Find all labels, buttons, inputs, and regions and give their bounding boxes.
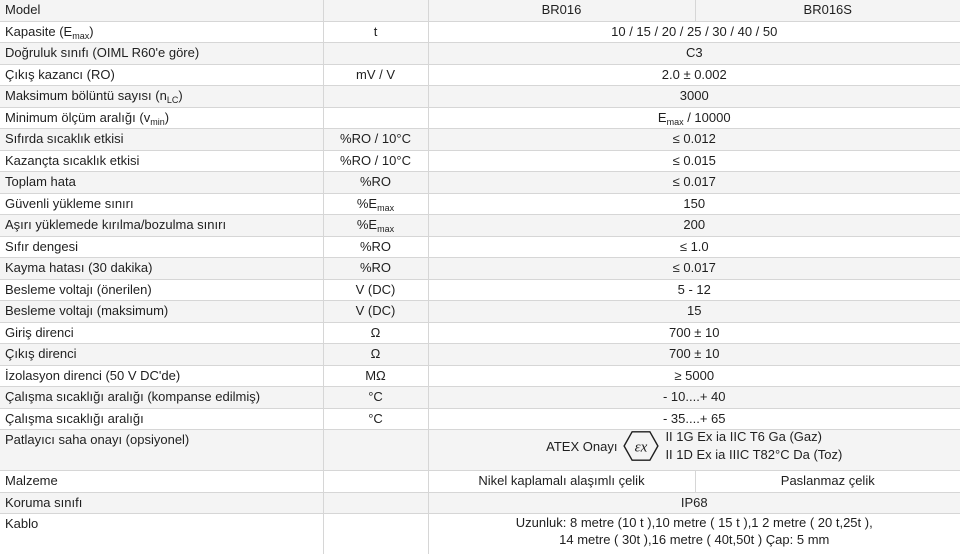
- row-label: Toplam hata: [0, 172, 323, 194]
- row-label: Kazançta sıcaklık etkisi: [0, 150, 323, 172]
- atex-label: ATEX Onayı: [546, 437, 617, 456]
- row-label: İzolasyon direnci (50 V DC'de): [0, 365, 323, 387]
- row-unit: MΩ: [323, 365, 428, 387]
- row-label: Besleme voltajı (maksimum): [0, 301, 323, 323]
- row-asiri: [0, 215, 960, 237]
- row-sifir-dengesi: [0, 236, 960, 258]
- svg-text:εx: εx: [635, 439, 648, 455]
- row-unit: °C: [323, 408, 428, 430]
- atex-lines: [665, 430, 842, 465]
- row-value: IP68: [428, 492, 960, 514]
- row-giris-direnci: [0, 322, 960, 344]
- row-unit: mV / V: [323, 64, 428, 86]
- row-unit: [323, 107, 428, 129]
- row-label: Aşırı yüklemede kırılma/bozulma sınırı: [0, 215, 323, 237]
- row-label: Güvenli yükleme sınırı: [0, 193, 323, 215]
- row-label: Sıfır dengesi: [0, 236, 323, 258]
- row-unit: [323, 86, 428, 108]
- row-label: Besleme voltajı (önerilen): [0, 279, 323, 301]
- row-value: 15: [428, 301, 960, 323]
- row-value: [428, 430, 960, 471]
- row-guvenli: [0, 193, 960, 215]
- row-unit: V (DC): [323, 279, 428, 301]
- row-label: Koruma sınıfı: [0, 492, 323, 514]
- row-value: 200: [428, 215, 960, 237]
- row-value: - 10....+ 40: [428, 387, 960, 409]
- row-value: ≤ 0.015: [428, 150, 960, 172]
- row-label: Sıfırda sıcaklık etkisi: [0, 129, 323, 151]
- row-label: Çıkış kazancı (RO): [0, 64, 323, 86]
- row-min-olcum: [0, 107, 960, 129]
- row-unit: $\%E_{max}$: [323, 215, 428, 237]
- row-value: 700 ± 10: [428, 322, 960, 344]
- row-value: C3: [428, 43, 960, 65]
- row-unit: $\%E_{max}$: [323, 193, 428, 215]
- row-unit: [323, 471, 428, 493]
- row-value: - 35....+ 65: [428, 408, 960, 430]
- row-label: Kablo: [0, 514, 323, 554]
- header-model: Model: [0, 0, 323, 21]
- row-unit: %RO / 10°C: [323, 150, 428, 172]
- row-unit: °C: [323, 387, 428, 409]
- atex-dust-line: II 1D Ex ia IIIC T82°C Da (Toz): [665, 447, 842, 462]
- row-unit: %RO: [323, 236, 428, 258]
- row-sifirda: [0, 129, 960, 151]
- row-patlayici: [0, 430, 960, 471]
- row-unit: [323, 43, 428, 65]
- row-izolasyon: [0, 365, 960, 387]
- row-besleme-oneri: [0, 279, 960, 301]
- header-row: [0, 0, 960, 21]
- row-value: ≤ 0.017: [428, 258, 960, 280]
- row-value: $E_{max} / 10000$: [428, 107, 960, 129]
- atex-approval: [546, 430, 842, 465]
- row-value: ≤ 1.0: [428, 236, 960, 258]
- row-label: Giriş direnci: [0, 322, 323, 344]
- row-value-br016s: Paslanmaz çelik: [695, 471, 960, 493]
- row-label: Çıkış direnci: [0, 344, 323, 366]
- row-value: 3000: [428, 86, 960, 108]
- atex-gas-line: II 1G Ex ia IIC T6 Ga (Gaz): [665, 430, 822, 445]
- row-kayma: [0, 258, 960, 280]
- row-unit: %RO: [323, 258, 428, 280]
- row-malzeme: [0, 471, 960, 493]
- row-unit: %RO / 10°C: [323, 129, 428, 151]
- row-label: Maksimum bölüntü sayısı $(n_{LC})$: [0, 86, 323, 108]
- row-value: 2.0 ± 0.002: [428, 64, 960, 86]
- header-br016s: BR016S: [695, 0, 960, 21]
- row-unit: t: [323, 21, 428, 43]
- row-kazancta: [0, 150, 960, 172]
- header-unit: [323, 0, 428, 21]
- row-value: ≥ 5000: [428, 365, 960, 387]
- row-label: Malzeme: [0, 471, 323, 493]
- row-value: ≤ 0.017: [428, 172, 960, 194]
- row-unit: [323, 492, 428, 514]
- row-label: Minimum ölçüm aralığı $(v_{min})$: [0, 107, 323, 129]
- row-dogruluk: [0, 43, 960, 65]
- row-unit: %RO: [323, 172, 428, 194]
- row-kapasite: [0, 21, 960, 43]
- row-label: Çalışma sıcaklığı aralığı: [0, 408, 323, 430]
- row-value: 5 - 12: [428, 279, 960, 301]
- row-label: Kapasite $(E_{max})$: [0, 21, 323, 43]
- row-koruma: [0, 492, 960, 514]
- row-value: 700 ± 10: [428, 344, 960, 366]
- row-maks-bolunti: [0, 86, 960, 108]
- row-unit: [323, 514, 428, 554]
- row-cikis-kazanci: [0, 64, 960, 86]
- row-label: Kayma hatası (30 dakika): [0, 258, 323, 280]
- header-br016: BR016: [428, 0, 695, 21]
- row-cikis-direnci: [0, 344, 960, 366]
- row-calisma-komp: [0, 387, 960, 409]
- row-calisma: [0, 408, 960, 430]
- row-value: ≤ 0.012: [428, 129, 960, 151]
- row-unit: V (DC): [323, 301, 428, 323]
- ex-hexagon-icon: [623, 430, 659, 462]
- row-unit: Ω: [323, 344, 428, 366]
- cable-line-1: Uzunluk: 8 metre (10 t ),10 metre ( 15 t ),1 2 metre ( 20 t,25t ),: [516, 515, 873, 530]
- row-toplam-hata: [0, 172, 960, 194]
- row-value: [428, 514, 960, 554]
- row-unit: [323, 430, 428, 471]
- cable-line-2: 14 metre ( 30t ),16 metre ( 40t,50t ) Çap: 5 mm: [559, 532, 829, 547]
- row-label: Çalışma sıcaklığı aralığı (kompanse edilmiş): [0, 387, 323, 409]
- row-kablo: [0, 514, 960, 554]
- row-value: 150: [428, 193, 960, 215]
- row-label: Doğruluk sınıfı (OIML R60'e göre): [0, 43, 323, 65]
- row-besleme-maks: [0, 301, 960, 323]
- row-value: 10 / 15 / 20 / 25 / 30 / 40 / 50: [428, 21, 960, 43]
- row-label: Patlayıcı saha onayı (opsiyonel): [0, 430, 323, 471]
- row-unit: Ω: [323, 322, 428, 344]
- row-value-br016: Nikel kaplamalı alaşımlı çelik: [428, 471, 695, 493]
